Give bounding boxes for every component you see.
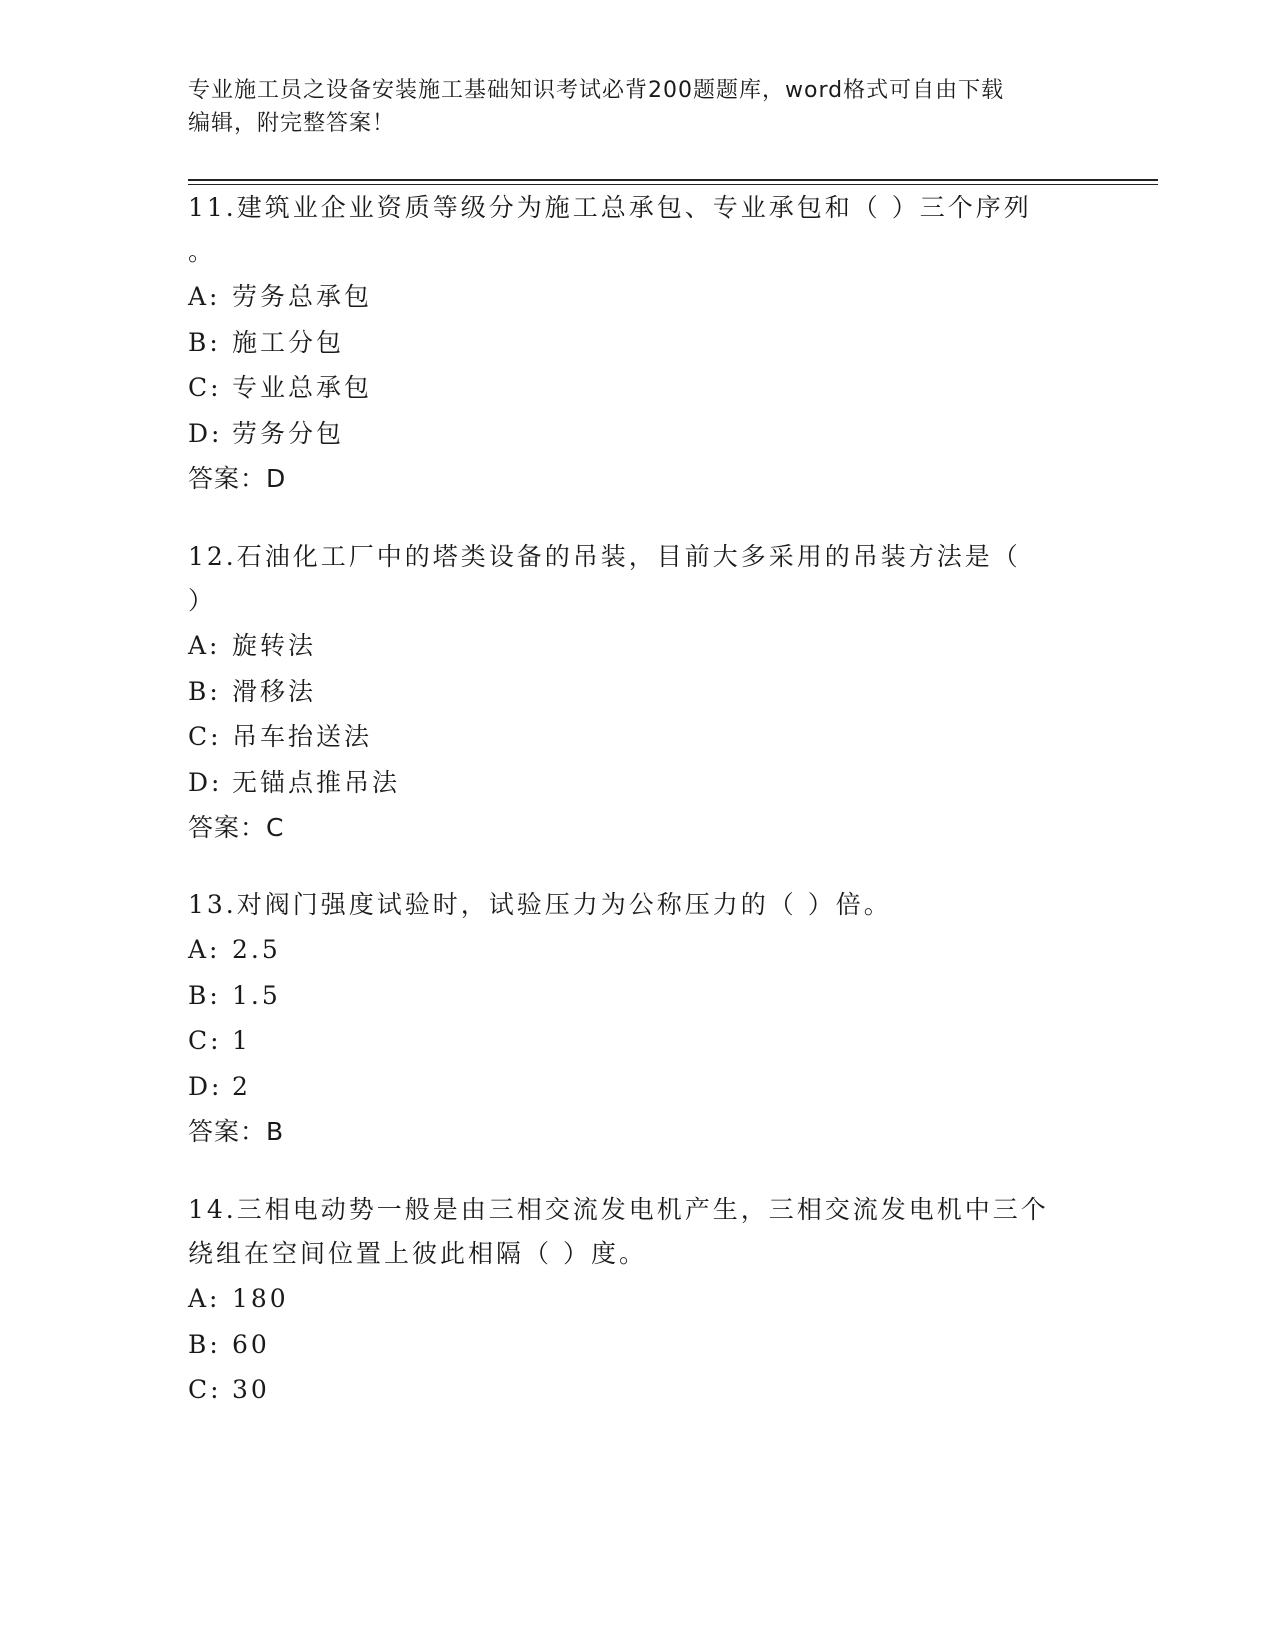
option-text: 专业总承包 (232, 373, 373, 402)
question-stem (188, 535, 1088, 623)
option-letter: A: (188, 935, 221, 964)
option-text: 2 (232, 1071, 251, 1101)
option-c (188, 1018, 1088, 1064)
question-13 (188, 883, 1088, 1154)
answer-line: 答案：D (188, 464, 287, 493)
question-11 (188, 186, 1088, 501)
answer-line: 答案：C (188, 813, 285, 842)
option-b (188, 669, 1088, 715)
option-letter: B: (188, 980, 221, 1010)
option-letter: D: (188, 1071, 223, 1101)
option-text: 1 (232, 1026, 251, 1055)
header-line-2: 编辑，附完整答案！ (188, 111, 396, 136)
header-line-1: 专业施工员之设备安装施工基础知识考试必背200题题库，word格式可自由下载 (188, 78, 1005, 103)
option-a (188, 927, 1088, 973)
header-divider-thin (188, 184, 1158, 185)
option-text: 旋转法 (232, 631, 317, 660)
option-text: 60 (232, 1329, 270, 1359)
option-c (188, 1367, 1088, 1413)
option-letter: B: (188, 676, 221, 706)
question-stem (188, 186, 1088, 274)
option-text: 施工分包 (232, 327, 345, 357)
question-stem-line: 13.对阀门强度试验时，试验压力为公称压力的（ ）倍。 (188, 890, 892, 919)
option-d (188, 411, 1088, 457)
option-b (188, 1322, 1088, 1368)
option-letter: C: (188, 1026, 222, 1055)
option-text: 30 (232, 1375, 270, 1404)
option-text: 1.5 (232, 980, 281, 1010)
question-12 (188, 535, 1088, 850)
option-letter: C: (188, 373, 222, 402)
question-stem-line: 14.三相电动势一般是由三相交流发电机产生，三相交流发电机中三个 (188, 1195, 1049, 1224)
option-text: 劳务总承包 (232, 282, 373, 311)
option-text: 无锚点推吊法 (232, 767, 401, 797)
option-text: 劳务分包 (232, 418, 345, 448)
option-text: 180 (232, 1284, 289, 1313)
option-text: 吊车抬送法 (232, 722, 373, 751)
option-b (188, 973, 1088, 1019)
option-a (188, 274, 1088, 320)
option-b (188, 320, 1088, 366)
question-stem-line: 12.石油化工厂中的塔类设备的吊装，目前大多采用的吊装方法是（ (188, 542, 1021, 571)
option-letter: B: (188, 327, 221, 357)
question-stem-line: 11.建筑业企业资质等级分为施工总承包、专业承包和（ ）三个序列 (188, 193, 1032, 222)
option-d (188, 1064, 1088, 1110)
option-letter: D: (188, 418, 223, 448)
option-letter: D: (188, 767, 223, 797)
question-stem-line: 。 (188, 237, 217, 266)
question-stem-line: 绕组在空间位置上彼此相隔（ ）度。 (188, 1239, 647, 1268)
option-letter: A: (188, 282, 221, 311)
question-stem (188, 883, 1088, 927)
document-header (188, 74, 1088, 140)
option-text: 滑移法 (232, 676, 317, 706)
option-a (188, 1276, 1088, 1322)
option-letter: A: (188, 631, 221, 660)
option-text: 2.5 (232, 935, 281, 964)
answer-line: 答案：B (188, 1117, 285, 1146)
option-letter: C: (188, 1375, 222, 1404)
option-c (188, 365, 1088, 411)
question-stem-line: ） (188, 586, 217, 615)
option-a (188, 623, 1088, 669)
option-letter: B: (188, 1329, 221, 1359)
option-letter: A: (188, 1284, 221, 1313)
option-d (188, 760, 1088, 806)
header-divider-thick (188, 179, 1158, 181)
option-c (188, 714, 1088, 760)
question-14 (188, 1188, 1088, 1413)
option-letter: C: (188, 722, 222, 751)
question-stem (188, 1188, 1088, 1276)
